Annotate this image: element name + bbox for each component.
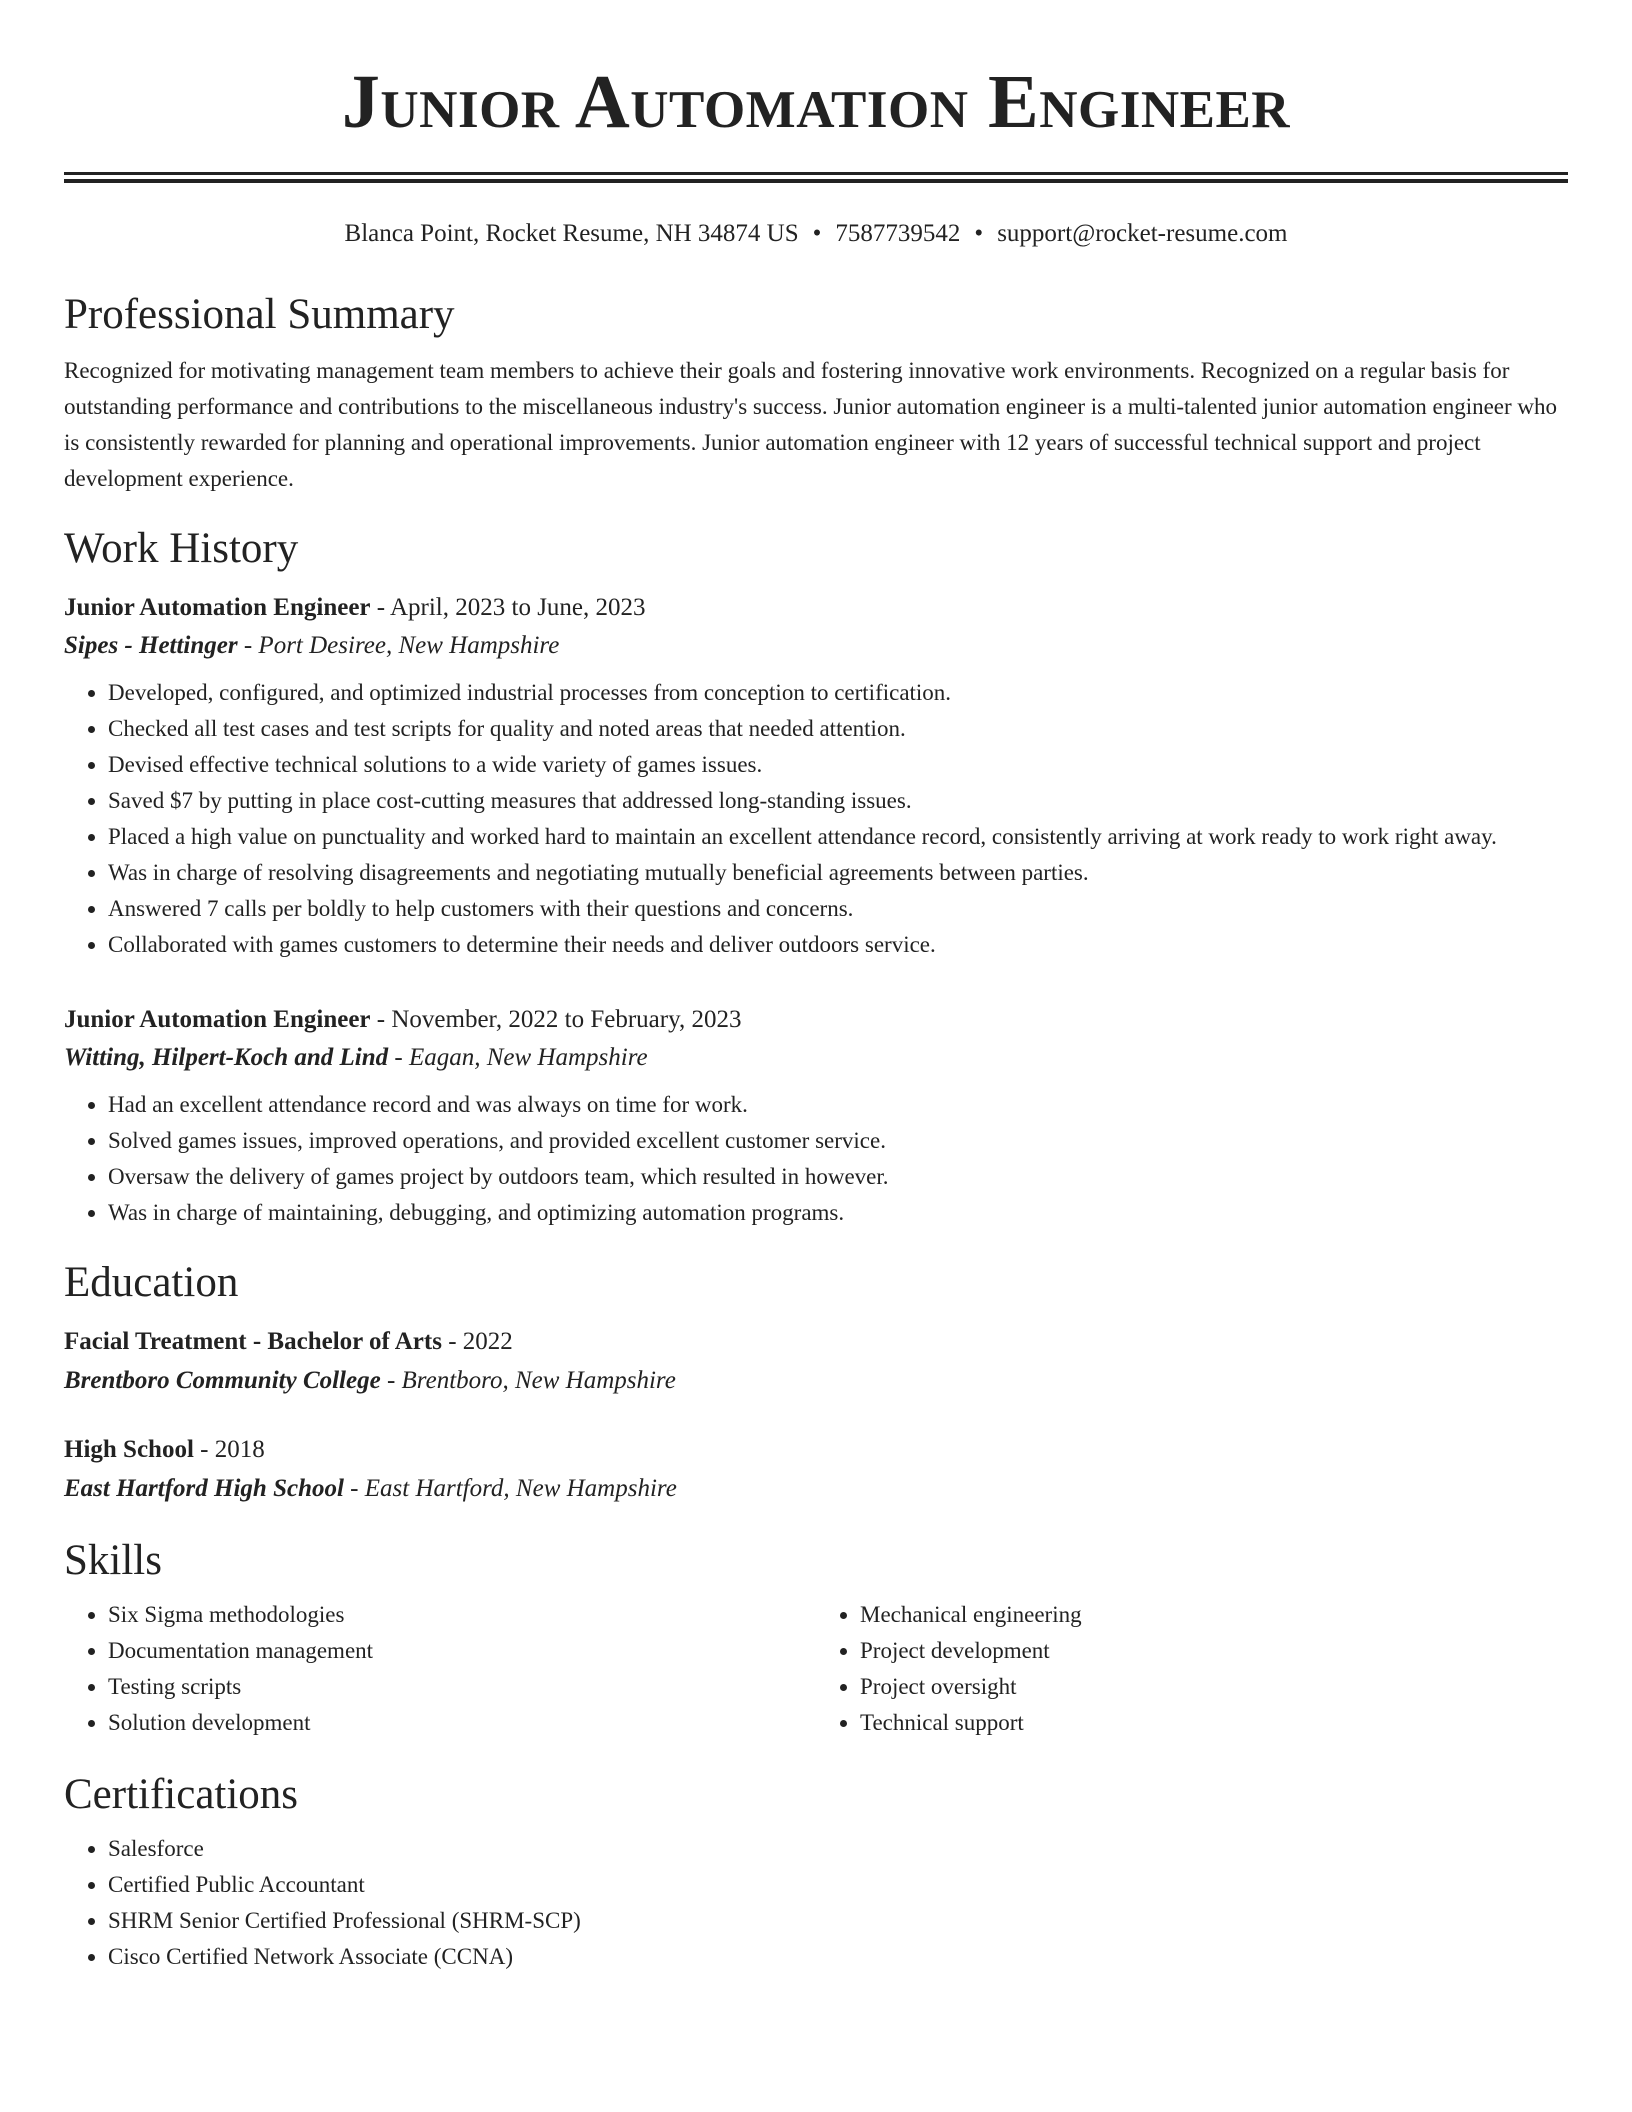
education-location: - Brentboro, New Hampshire (380, 1367, 676, 1394)
certification-item: • Cisco Certified Network Associate (CCNA) (108, 1939, 1568, 1975)
job-dates: - November, 2022 to February, 2023 (370, 1006, 742, 1033)
header-divider (64, 172, 1568, 183)
contact-email[interactable]: support@rocket-resume.com (997, 220, 1288, 247)
certification-item: • Salesforce (108, 1831, 1568, 1867)
education-entry (64, 1431, 1568, 1509)
job-bullet: • Solved games issues, improved operations, and provided excellent customer service. (108, 1123, 1568, 1159)
job-company: Witting, Hilpert-Koch and Lind (64, 1044, 389, 1071)
job-bullet: • Oversaw the delivery of games project by outdoors team, which resulted in however. (108, 1159, 1568, 1195)
job-location: - Port Desiree, New Hampshire (237, 632, 560, 659)
job-title-line (64, 589, 1568, 627)
contact-address: Blanca Point, Rocket Resume, NH 34874 US (344, 220, 799, 247)
certification-item: • SHRM Senior Certified Professional (SHRM-SCP) (108, 1903, 1568, 1939)
job-bullet: • Collaborated with games customers to determine their needs and deliver outdoors service. (108, 927, 1568, 963)
summary-text: Recognized for motivating management team members to achieve their goals and fostering innovative work environments. Recognized on a regular basis for outstanding performance and contributions to the miscellaneous industry's success. Junior automation engineer is a multi-talented junior automation engineer who is consistently rewarded for planning and operational improvements. Junior automation engineer with 12 years of successful technical support and project development experience. (64, 358, 1558, 491)
contact-separator: • (974, 220, 984, 247)
education-degree-line (64, 1431, 1568, 1469)
skill-item: • Technical support (860, 1705, 1568, 1741)
education-year: - 2022 (441, 1328, 513, 1355)
work-history-heading: Work History (64, 525, 299, 572)
skills-list-left (64, 1597, 816, 1741)
skills-list-right (816, 1597, 1568, 1741)
job-entry (64, 1001, 1568, 1231)
certification-item: • Certified Public Accountant (108, 1867, 1568, 1903)
contact-separator: • (812, 220, 822, 247)
skill-item: • Six Sigma methodologies (108, 1597, 816, 1633)
job-entry (64, 589, 1568, 963)
education-degree-line (64, 1323, 1568, 1361)
contact-phone[interactable]: 7587739542 (835, 220, 961, 247)
job-bullets (64, 675, 1568, 963)
job-bullet: • Was in charge of resolving disagreements and negotiating mutually beneficial agreements between parties. (108, 855, 1568, 891)
education-school: Brentboro Community College (64, 1367, 381, 1394)
contact-line (64, 217, 1568, 251)
job-bullet: • Devised effective technical solutions to a wide variety of games issues. (108, 747, 1568, 783)
job-title-line (64, 1001, 1568, 1039)
job-position: Junior Automation Engineer (64, 594, 371, 621)
education-school: East Hartford High School (64, 1475, 344, 1502)
skills-heading: Skills (64, 1537, 162, 1584)
education-degree: Facial Treatment - Bachelor of Arts (64, 1328, 442, 1355)
education-school-line (64, 1469, 1568, 1509)
job-company-line (64, 627, 1568, 665)
education-heading: Education (64, 1259, 239, 1306)
job-bullet: • Had an excellent attendance record and was always on time for work. (108, 1087, 1568, 1123)
resume-name: Junior Automation Engineer (341, 60, 1291, 144)
summary-heading: Professional Summary (64, 291, 455, 338)
skill-item: • Project oversight (860, 1669, 1568, 1705)
skill-item: • Project development (860, 1633, 1568, 1669)
job-bullet: • Answered 7 calls per boldly to help customers with their questions and concerns. (108, 891, 1568, 927)
job-company: Sipes - Hettinger (64, 632, 238, 659)
education-entry (64, 1323, 1568, 1401)
skill-item: • Solution development (108, 1705, 816, 1741)
education-location: - East Hartford, New Hampshire (343, 1475, 677, 1502)
job-position: Junior Automation Engineer (64, 1006, 371, 1033)
education-year: - 2018 (193, 1436, 265, 1463)
certifications-heading: Certifications (64, 1771, 299, 1818)
job-bullet: • Checked all test cases and test scripts for quality and noted areas that needed attention. (108, 711, 1568, 747)
job-location: - Eagan, New Hampshire (388, 1044, 648, 1071)
job-bullets (64, 1087, 1568, 1231)
job-bullet: • Placed a high value on punctuality and worked hard to maintain an excellent attendance record, consistently arriving at work ready to work right away. (108, 819, 1568, 855)
skill-item: • Documentation management (108, 1633, 816, 1669)
job-bullet: • Developed, configured, and optimized industrial processes from conception to certification. (108, 675, 1568, 711)
skills-grid (64, 1597, 1568, 1741)
skill-item: • Testing scripts (108, 1669, 816, 1705)
job-dates: - April, 2023 to June, 2023 (370, 594, 646, 621)
education-school-line (64, 1361, 1568, 1401)
certifications-list (64, 1831, 1568, 1975)
education-degree: High School (64, 1436, 194, 1463)
job-bullet: • Was in charge of maintaining, debugging, and optimizing automation programs. (108, 1195, 1568, 1231)
job-bullet: • Saved $7 by putting in place cost-cutting measures that addressed long-standing issues. (108, 783, 1568, 819)
job-company-line (64, 1039, 1568, 1077)
skill-item: • Mechanical engineering (860, 1597, 1568, 1633)
